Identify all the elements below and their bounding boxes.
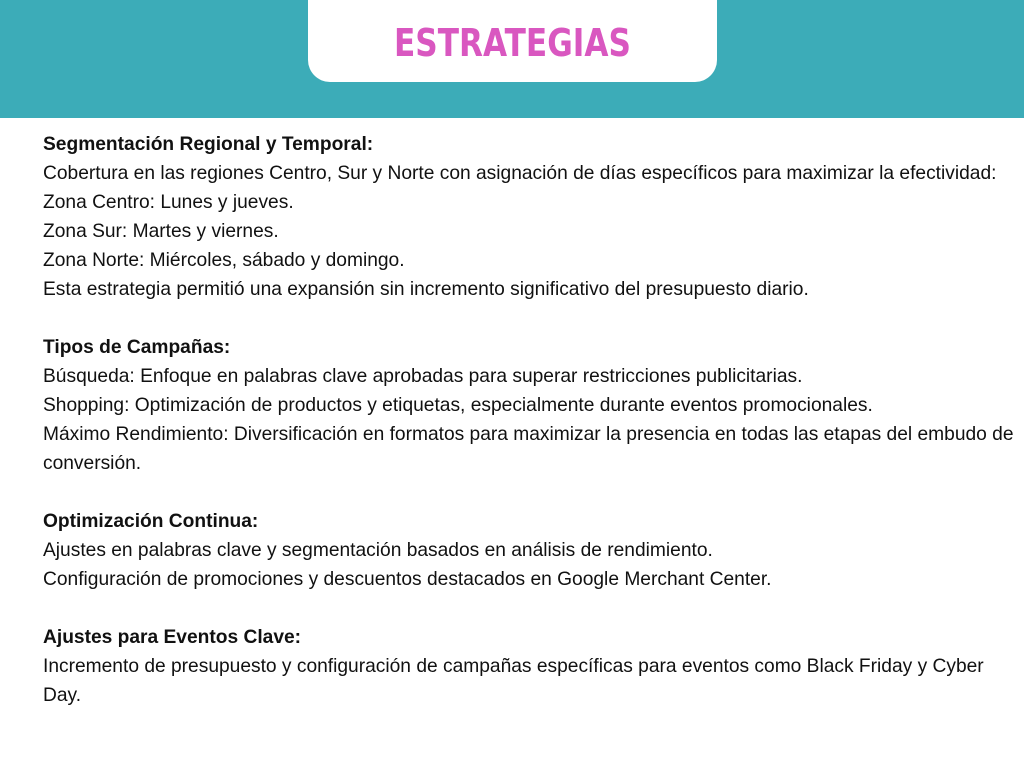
section-text: Búsqueda: Enfoque en palabras clave aprobadas para superar restricciones publicitarias. (43, 366, 803, 387)
section-text: Cobertura en las regiones Centro, Sur y Norte con asignación de días específicos para maximizar la efectividad: (43, 163, 997, 184)
section-heading: Segmentación Regional y Temporal: (43, 134, 374, 155)
section-text: Incremento de presupuesto y configuración de campañas específicas para eventos como Black Friday y Cyber Day. (43, 656, 984, 706)
section-campaign-types (43, 333, 1015, 478)
section-text: Ajustes en palabras clave y segmentación basados en análisis de rendimiento. (43, 540, 713, 561)
section-text: Zona Sur: Martes y viernes. (43, 221, 279, 242)
section-heading: Optimización Continua: (43, 511, 259, 532)
section-continuous-optimization (43, 507, 1015, 594)
section-text: Máximo Rendimiento: Diversificación en formatos para maximizar la presencia en todas las etapas del embudo de conversión. (43, 424, 1014, 474)
section-text: Zona Norte: Miércoles, sábado y domingo. (43, 250, 405, 271)
section-text: Esta estrategia permitió una expansión sin incremento significativo del presupuesto diario. (43, 279, 809, 300)
section-key-events (43, 623, 1015, 710)
section-text: Shopping: Optimización de productos y etiquetas, especialmente durante eventos promocionales. (43, 395, 873, 416)
section-text: Zona Centro: Lunes y jueves. (43, 192, 294, 213)
page-title: ESTRATEGIAS (394, 21, 631, 65)
section-heading: Tipos de Campañas: (43, 337, 231, 358)
section-heading: Ajustes para Eventos Clave: (43, 627, 302, 648)
section-regional-segmentation (43, 130, 1015, 304)
strategies-content (43, 130, 1015, 710)
section-text: Configuración de promociones y descuentos destacados en Google Merchant Center. (43, 569, 772, 590)
title-tab (308, 0, 717, 82)
